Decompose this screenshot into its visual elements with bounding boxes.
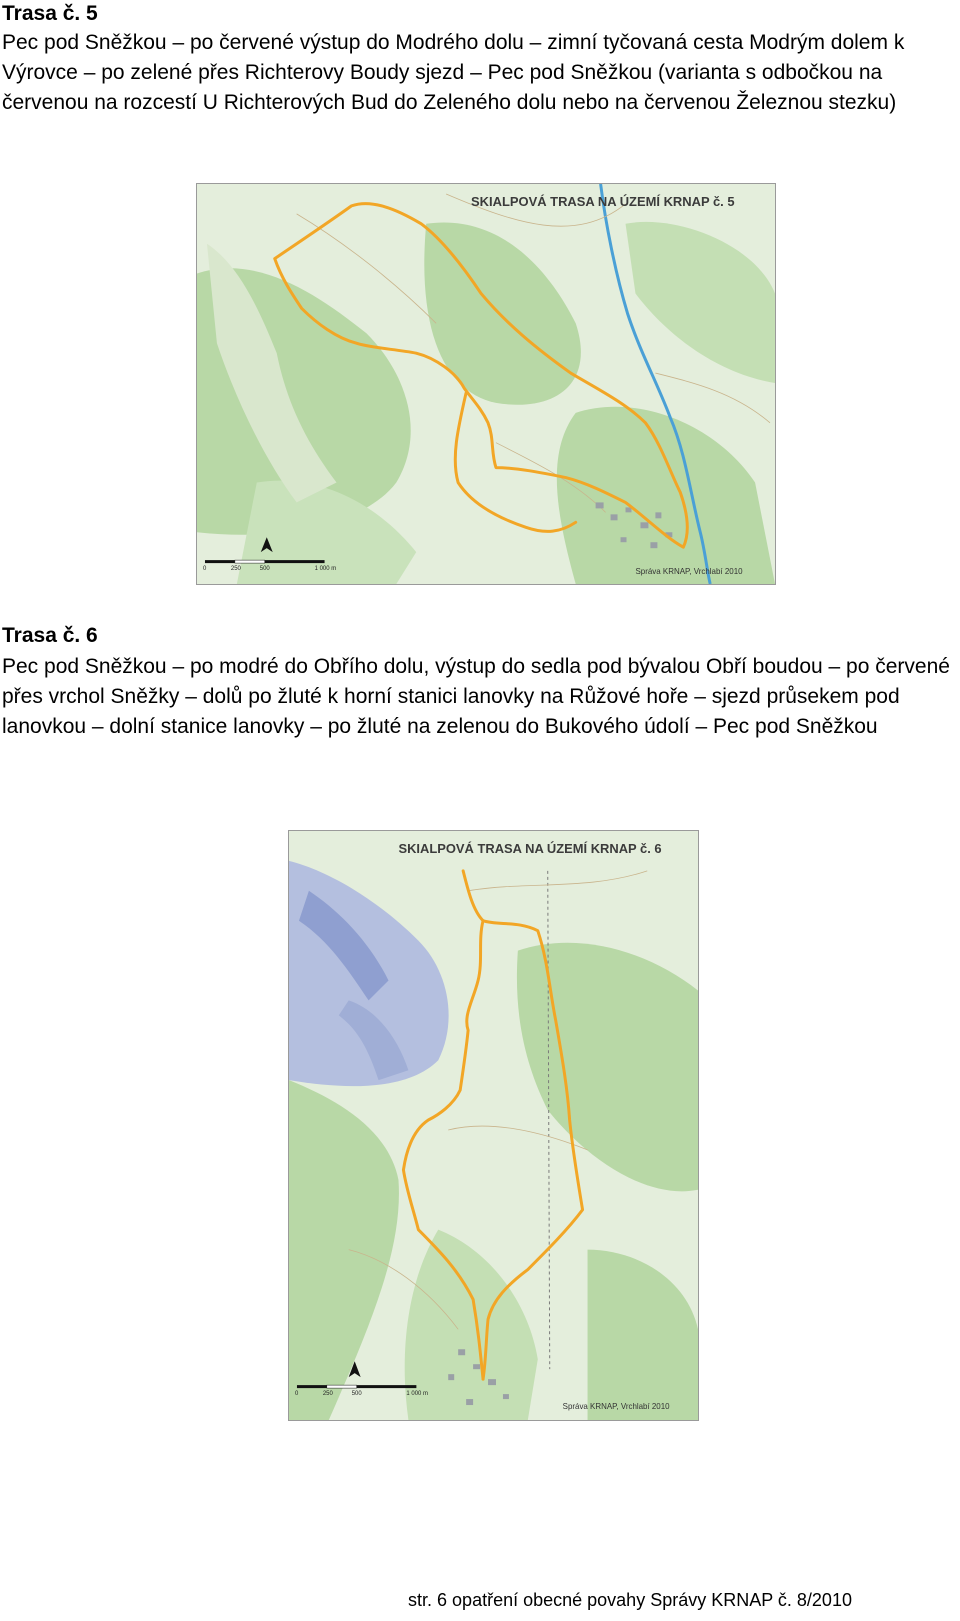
- trasa-5-heading: Trasa č. 5: [2, 2, 98, 25]
- trasa-5-map-credit: Správa KRNAP, Vrchlabí 2010: [635, 567, 743, 577]
- trasa-6-map: [288, 830, 699, 1421]
- svg-text:1 000 m: 1 000 m: [406, 1391, 428, 1398]
- trasa-5-description: Pec pod Sněžkou – po červené výstup do Modrého dolu – zimní tyčovaná cesta Modrým dolem k Výrovce – po zelené přes Richterovy Boudy sjezd – Pec pod Sněžkou (varianta s odbočkou na červenou na rozcestí U Richterových Bud do Zeleného dolu nebo na červenou Železnou stezku): [2, 31, 905, 114]
- trasa-6-map-credit: Správa KRNAP, Vrchlabí 2010: [562, 1402, 670, 1412]
- trasa-6-description: Pec pod Sněžkou – po modré do Obřího dolu, výstup do sedla pod bývalou Obří boudou – po červené přes vrchol Sněžky – dolů po žluté k horní stanici lanovky na Růžové hoře – sjezd průsekem pod lanovkou – dolní stanice lanovky – po žluté na zelenou do Bukového údolí – Pec pod Sněžkou: [2, 655, 950, 738]
- trasa-6-map-title: SKIALPOVÁ TRASA NA ÚZEMÍ KRNAP č. 6: [398, 840, 662, 856]
- svg-text:0: 0: [294, 1391, 299, 1398]
- svg-text:500: 500: [259, 566, 270, 573]
- trasa-6-heading: Trasa č. 6: [2, 624, 98, 647]
- trasa-5-map: [196, 183, 776, 585]
- svg-text:1 000 m: 1 000 m: [314, 566, 337, 573]
- trasa-5-map-title: SKIALPOVÁ TRASA NA ÚZEMÍ KRNAP č. 5: [471, 193, 735, 209]
- page-footer: str. 6 opatření obecné povahy Správy KRNAP č. 8/2010: [408, 1590, 852, 1610]
- svg-text:0: 0: [202, 566, 207, 573]
- svg-text:250: 250: [322, 1391, 333, 1398]
- svg-text:250: 250: [230, 566, 241, 573]
- svg-text:500: 500: [351, 1391, 362, 1398]
